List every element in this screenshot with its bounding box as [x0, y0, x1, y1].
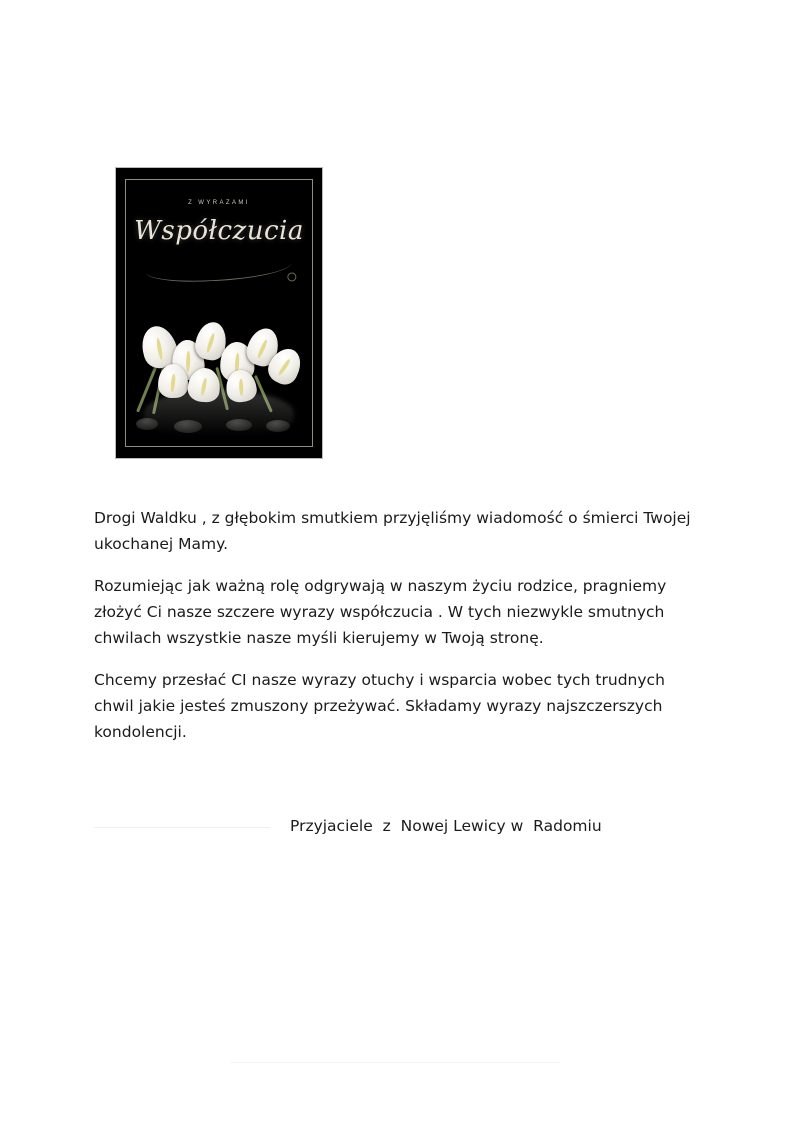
signature-row [94, 813, 698, 843]
footer-rule [230, 1062, 560, 1063]
calla-lily-bouquet [130, 306, 308, 436]
water-reflection [144, 390, 294, 436]
card-background [116, 168, 322, 458]
card-title-text: Współczucia [134, 216, 304, 246]
paragraph-3: Chcemy przesłać CI nasze wyrazy otuchy i wsparcia wobec tych trudnych chwil jakie jesteś zmuszony przeżywać. Składamy wyrazy najszczerszych kondolencji. [94, 671, 665, 741]
signature-text: Przyjaciele z Nowej Lewicy w Radomiu [290, 817, 602, 835]
paragraph-1: Drogi Waldku , z głębokim smutkiem przyjęliśmy wiadomość o śmierci Twojej ukochanej Mamy. [94, 509, 691, 553]
letter-body [94, 505, 698, 761]
signature-rule [94, 827, 270, 828]
condolence-card-image [116, 168, 322, 458]
card-kicker-text: Z WYRAZAMI [188, 200, 250, 206]
paragraph-2: Rozumiejąc jak ważną rolę odgrywają w naszym życiu rodzice, pragniemy złożyć Ci nasze szczere wyrazy współczucia . W tych niezwykle smutnych chwilach wszystkie nasze myśli kierujemy w Twoją stronę. [94, 577, 667, 647]
